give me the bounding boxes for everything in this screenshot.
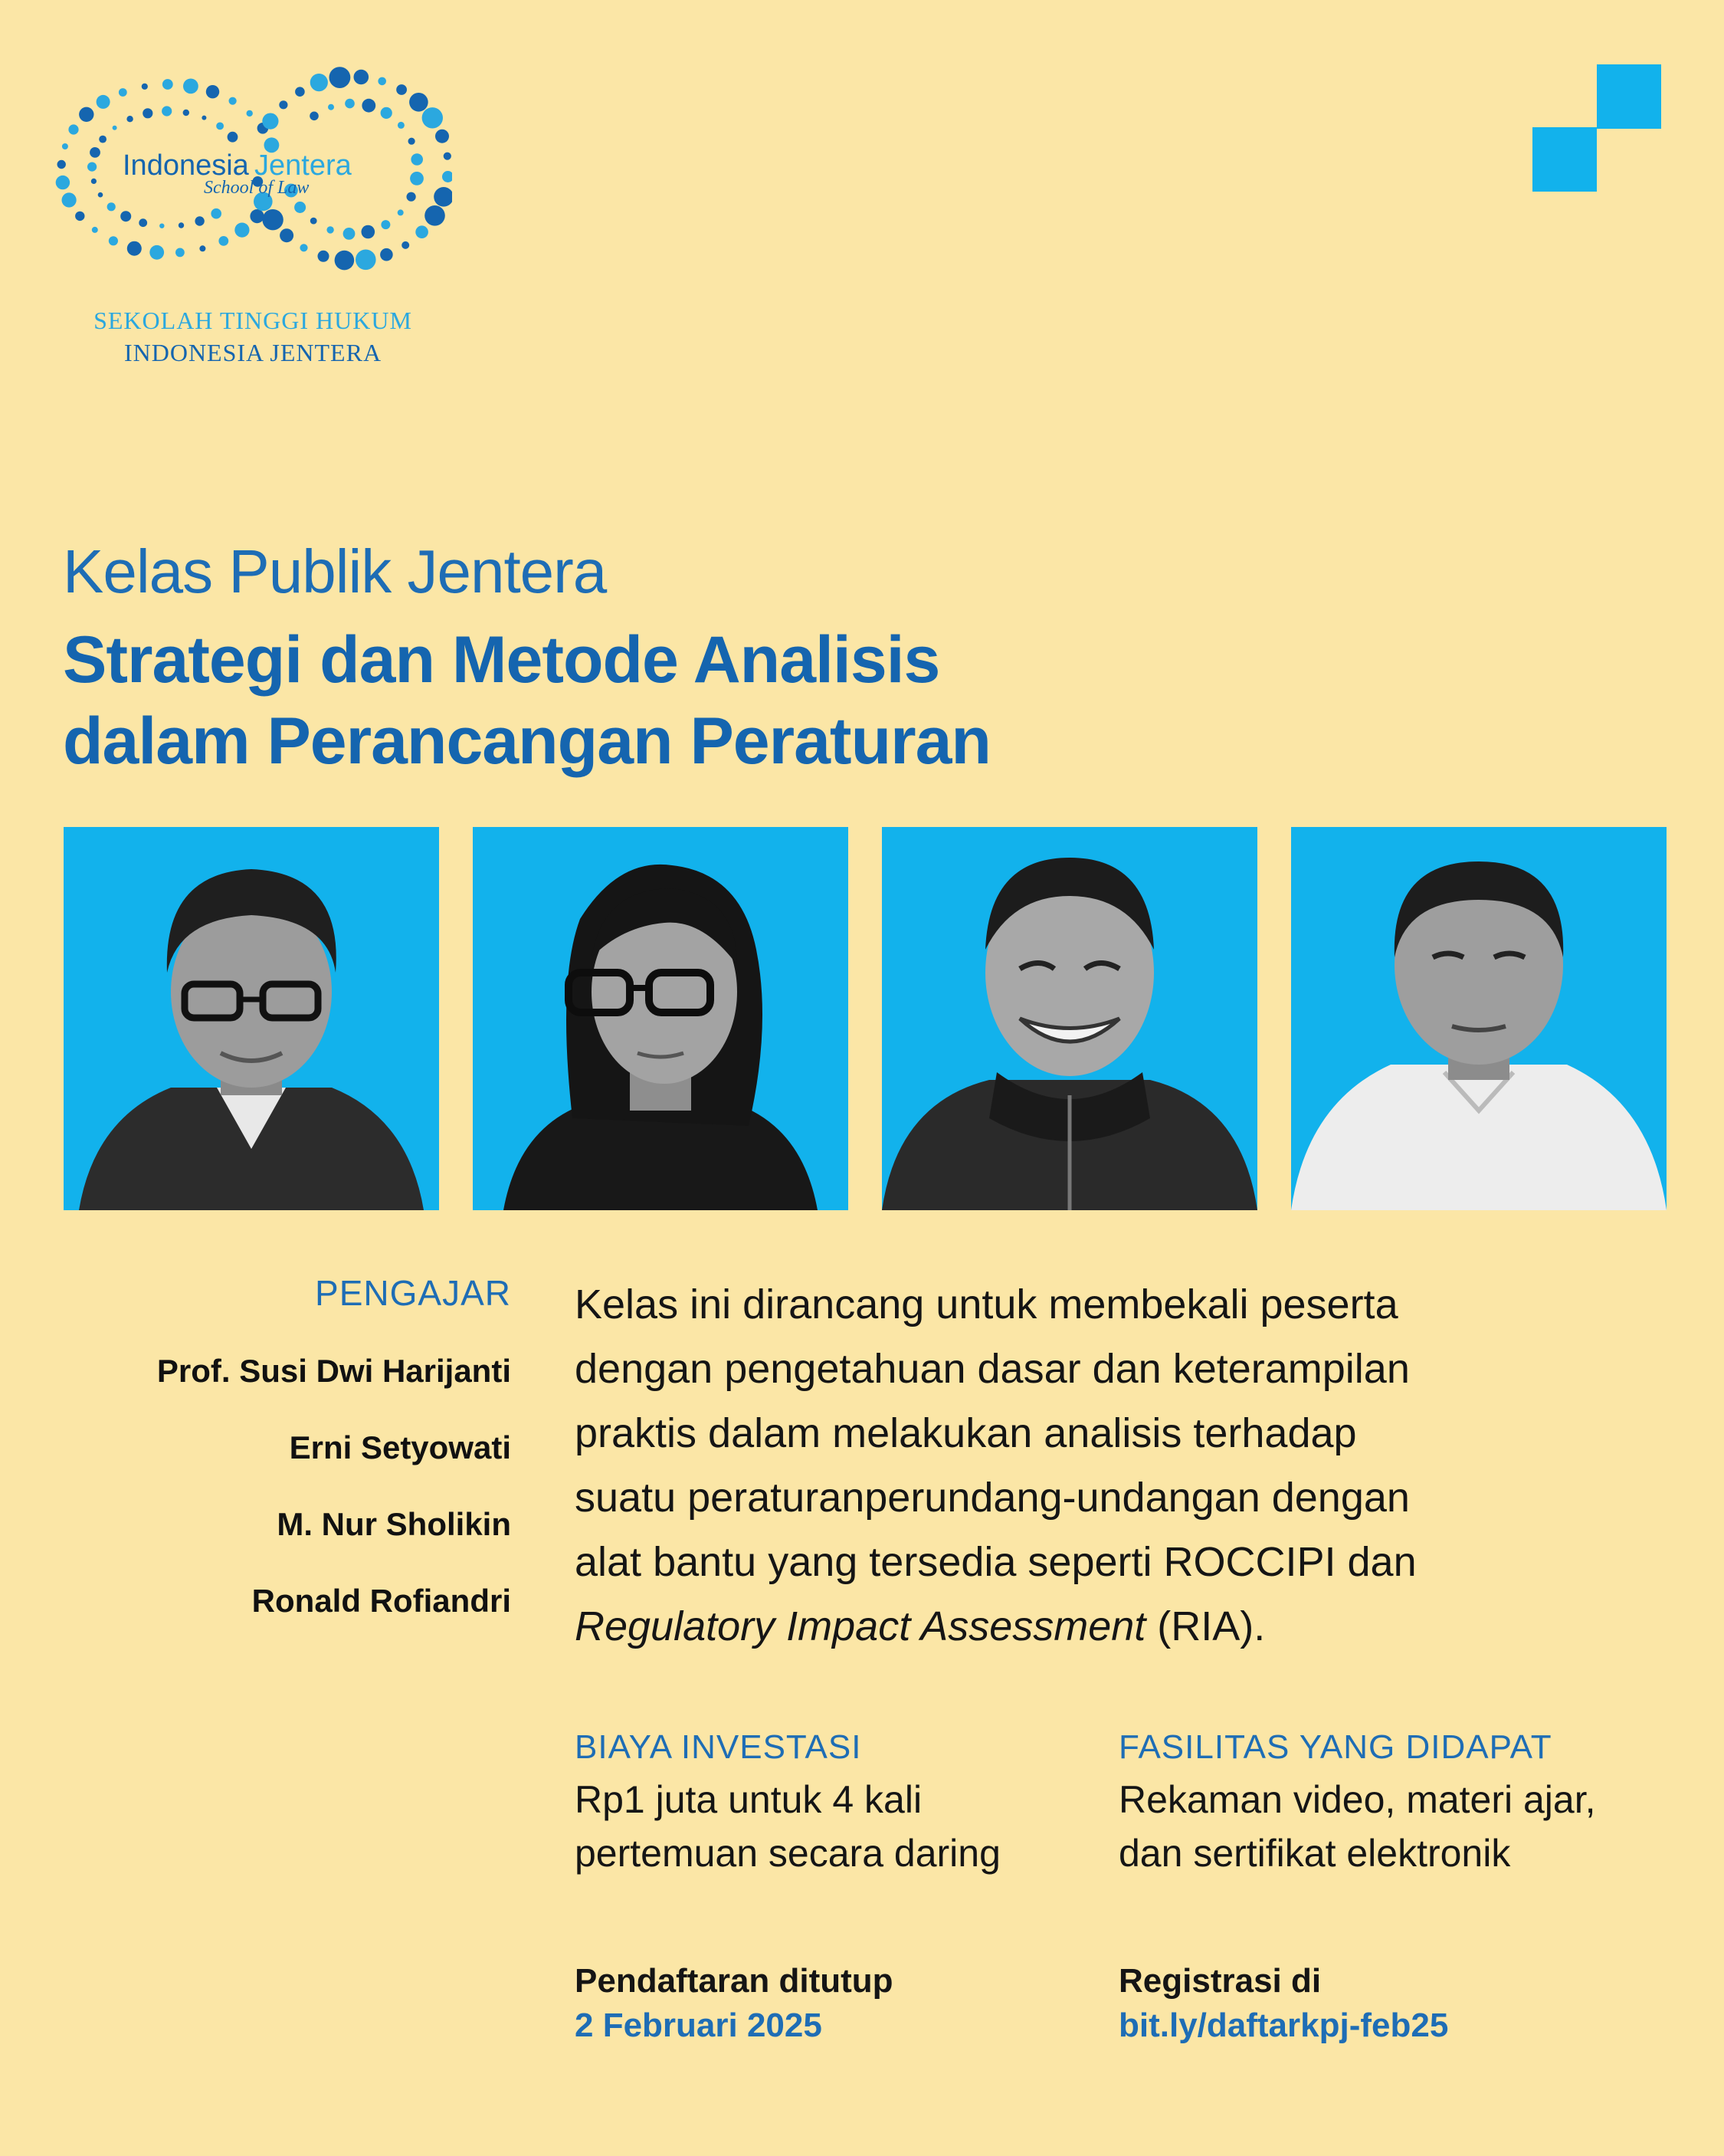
logo-dot <box>280 228 293 242</box>
logo-dot <box>90 147 100 158</box>
logo-dot <box>411 153 423 166</box>
logo-dot <box>107 202 116 211</box>
description-line-4: suatu peraturanperundang-undangan dengan <box>575 1475 1410 1521</box>
logo-dot <box>398 209 404 215</box>
facilities-line-2: dan sertifikat elektronik <box>1119 1832 1511 1875</box>
logo-dot <box>120 211 131 222</box>
logo-dot <box>250 209 264 223</box>
logo-dot <box>408 138 415 145</box>
logo-dot <box>126 116 133 122</box>
logo-dot <box>97 95 110 109</box>
logo-dot <box>218 236 228 246</box>
institution-name-line1: SEKOLAH TINGGI HUKUM <box>93 307 412 334</box>
logo-dot <box>402 241 409 249</box>
logo-dot <box>424 205 445 226</box>
logo-dot <box>328 104 334 110</box>
speaker-photo-1 <box>64 827 439 1210</box>
logo-dot <box>343 228 356 240</box>
logo-dot <box>380 248 393 261</box>
logo-dot <box>295 87 305 97</box>
cost-line-1: Rp1 juta untuk 4 kali <box>575 1778 923 1821</box>
logo-dot <box>113 126 117 130</box>
logo-dot <box>294 202 306 213</box>
logo-dot <box>79 107 93 122</box>
logo-dot <box>162 79 173 90</box>
logo-dot <box>56 176 70 189</box>
logo-dot <box>442 171 452 182</box>
logo-dot <box>229 97 237 105</box>
facilities-line-1: Rekaman video, materi ajar, <box>1119 1778 1596 1821</box>
logo-dot <box>159 224 164 228</box>
logo-dot <box>407 192 416 202</box>
logo-dot <box>434 187 452 207</box>
logo-wordmark-left: Indonesia <box>123 149 249 182</box>
logo-dot <box>247 110 253 116</box>
logo-dot <box>162 106 172 116</box>
logo-dot <box>68 124 78 134</box>
logo-dot <box>75 212 84 221</box>
speaker-photo-4 <box>1291 827 1667 1210</box>
event-series-title: Kelas Publik Jentera <box>63 537 607 605</box>
facilities-details <box>1119 1773 1596 1880</box>
logo-dot <box>62 192 77 207</box>
teacher-name-3: M. Nur Sholikin <box>277 1506 511 1542</box>
logo-dot <box>409 93 428 112</box>
cost-details <box>575 1773 1001 1880</box>
speaker-photo-3 <box>882 827 1257 1210</box>
corner-squares-icon <box>1532 64 1661 192</box>
logo-dot <box>183 110 189 116</box>
logo-dot <box>228 132 238 143</box>
logo-dot <box>195 216 204 225</box>
logo-dot <box>326 226 333 233</box>
description-line-3: praktis dalam melakukan analisis terhadap <box>575 1410 1357 1456</box>
description-line-6-rest: (RIA). <box>1146 1603 1266 1649</box>
logo-dot <box>139 218 147 227</box>
logo-dot <box>362 225 375 239</box>
logo-dot <box>381 220 390 229</box>
logo-dot <box>335 251 355 271</box>
logo-dot <box>329 67 351 88</box>
logo-dot <box>345 99 355 109</box>
page-title <box>63 619 1365 782</box>
teacher-name-1: Prof. Susi Dwi Harijanti <box>156 1353 511 1389</box>
description-line-5: alat bantu yang tersedia seperti ROCCIPI dan <box>575 1539 1417 1585</box>
description-line-1: Kelas ini dirancang untuk membekali peserta <box>575 1281 1398 1327</box>
logo-dot <box>119 88 127 97</box>
square-bottom-left <box>1532 127 1597 192</box>
logo-tagline: School of Law <box>204 178 310 198</box>
portrait-3-icon <box>882 827 1257 1210</box>
logo-dot <box>127 241 142 256</box>
cost-line-2: pertemuan secara daring <box>575 1832 1001 1875</box>
logo-dot <box>300 244 307 251</box>
logo-dot <box>175 248 185 258</box>
logo-dot <box>362 99 375 113</box>
logo-dot <box>234 223 249 238</box>
logo-dot <box>356 250 376 271</box>
logo-dot <box>98 192 103 198</box>
teacher-name-2: Erni Setyowati <box>289 1429 511 1465</box>
logo-dot <box>318 251 329 262</box>
logo-dot <box>199 245 205 251</box>
logo-dot <box>109 236 118 245</box>
logo-dot <box>354 70 369 85</box>
logo-dot <box>310 218 317 225</box>
square-top-right <box>1597 64 1661 129</box>
institution-name-line2: INDONESIA JENTERA <box>123 339 382 366</box>
deadline-label: Pendaftaran ditutup <box>575 1962 893 2000</box>
teacher-name-4: Ronald Rofiandri <box>251 1583 511 1619</box>
logo-wordmark-right: Jentera <box>254 149 352 182</box>
registration-label: Registrasi di <box>1119 1962 1322 2000</box>
description-line-6 <box>575 1594 1571 1659</box>
logo-dot <box>92 227 98 233</box>
infinity-dots-icon <box>54 54 452 299</box>
teachers-label: PENGAJAR <box>315 1273 511 1313</box>
logo-dot <box>396 84 407 95</box>
logo-dot <box>91 179 97 184</box>
logo-dot <box>216 123 224 130</box>
logo-dot <box>142 84 148 90</box>
logo-dot <box>279 100 287 109</box>
logo-dot <box>149 245 164 260</box>
logo-dot <box>62 143 68 149</box>
registration-link[interactable]: bit.ly/daftarkpj-feb25 <box>1119 2007 1449 2044</box>
logo-dot <box>435 130 449 143</box>
logo-dot <box>398 122 405 129</box>
course-description <box>575 1272 1571 1659</box>
logo-dot <box>143 108 152 118</box>
portrait-1-icon <box>64 827 439 1210</box>
institution-logo <box>54 54 452 376</box>
logo-dot <box>381 107 392 119</box>
title-line-2: dalam Perancangan Peraturan <box>63 704 991 778</box>
description-italic-term: Regulatory Impact Assessment <box>575 1603 1146 1649</box>
deadline-date: 2 Februari 2025 <box>575 2007 822 2044</box>
logo-dot <box>310 74 328 91</box>
cost-label: BIAYA INVESTASI <box>575 1728 862 1766</box>
logo-dot <box>410 172 424 185</box>
logo-dot <box>87 162 97 172</box>
logo-dot <box>444 153 451 160</box>
speaker-photo-2 <box>473 827 848 1210</box>
logo-dot <box>202 116 206 120</box>
logo-dot <box>262 113 278 130</box>
title-line-1: Strategi dan Metode Analisis <box>63 623 940 697</box>
logo-dot <box>310 112 319 121</box>
portrait-2-icon <box>473 827 848 1210</box>
logo-dot <box>211 208 221 219</box>
logo-dot <box>206 85 219 98</box>
logo-dot <box>179 222 184 228</box>
facilities-label: FASILITAS YANG DIDAPAT <box>1119 1728 1552 1766</box>
logo-dot <box>422 107 443 128</box>
logo-dot <box>99 136 107 143</box>
description-line-2: dengan pengetahuan dasar dan keterampilan <box>575 1346 1410 1392</box>
logo-dot <box>183 79 198 94</box>
portrait-4-icon <box>1291 827 1667 1210</box>
logo-dot <box>57 160 66 169</box>
logo-dot <box>378 77 386 86</box>
logo-dot <box>262 209 283 230</box>
logo-dot <box>415 225 428 238</box>
